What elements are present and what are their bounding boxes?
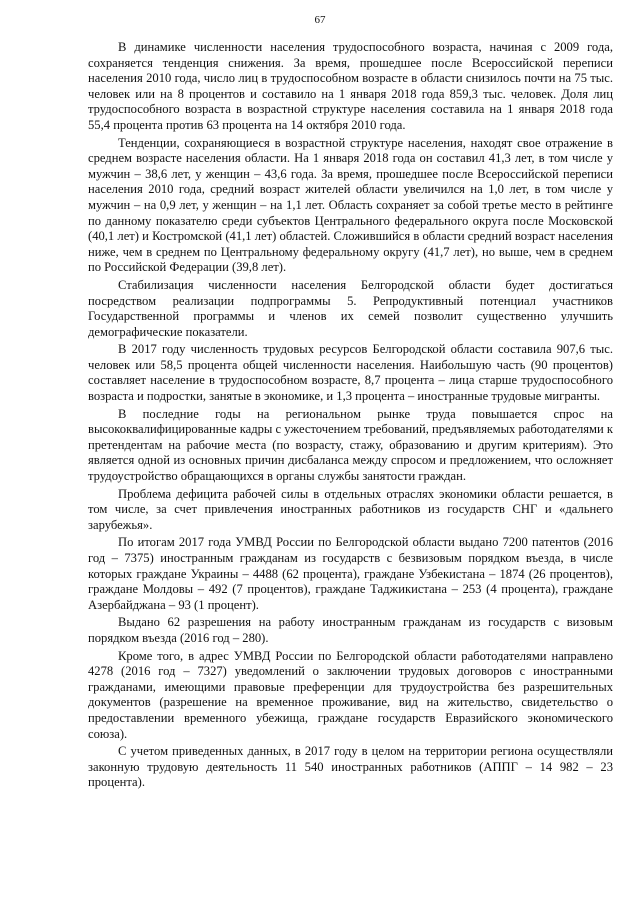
paragraph-working-age-dynamics: В динамике численности населения трудоспособного возраста, начиная с 2009 года, сохраняется тенденция снижения. За время, прошедшее после Всероссийской переписи населения 2010 года, число лиц в трудоспособном возрасте в области снизилось почти на 75 тыс. человек или на 8 процентов и составило на 1 января 2018 года 859,3 тыс. человек. Доля лиц трудоспособного возраста в возрастной структуре населения составила на 1 января 2018 года 55,4 процента против 63 процента на 14 октября 2010 года. bbox=[88, 40, 613, 132]
paragraph-employment-notifications: Кроме того, в адрес УМВД России по Белгородской области работодателями направлено 4278 (2016 год – 7327) уведомлений о заключении трудовых договоров с иностранными гражданами, имеющими правовые преференции для трудоустройства без разрешительных документов (разрешение на временное проживание, вид на жительство, свидетельство о предоставлении временного убежища, граждане государств Евразийского экономического союза). bbox=[88, 648, 613, 741]
paragraph-population-stabilization: Стабилизация численности населения Белгородской области будет достигаться посредством реализации подпрограммы 5. Репродуктивный потенциал участников Государственной программы и членов их семей позволит существенно улучшить демографические показатели. bbox=[88, 277, 613, 339]
paragraph-labor-shortage: Проблема дефицита рабочей силы в отдельных отраслях экономики области решается, в том числе, за счет привлечения иностранных работников из государств СНГ и «дальнего зарубежья». bbox=[88, 486, 613, 532]
page-number: 67 bbox=[314, 14, 326, 26]
document-body bbox=[88, 40, 613, 793]
paragraph-labor-market-demand: В последние годы на региональном рынке труда повышается спрос на высококвалифицированные кадры с ужесточением требований, предъявляемых работодателями к претендентам на рабочие места (по возрасту, стажу, образованию и другим критериям). Это является одной из основных причин дисбаланса между спросом и предложением, что осложняет трудоустройство обращающихся в органы службы занятости граждан. bbox=[88, 406, 614, 484]
paragraph-patents-issued: По итогам 2017 года УМВД России по Белгородской области выдано 7200 патентов (2016 год – 7375) иностранным гражданам из государств с безвизовым порядком въезда, в числе которых граждане Украины – 4488 (62 процента), граждане Узбекистана – 1874 (26 процентов), граждане Молдовы – 492 (7 процентов), граждане Таджикистана – 253 (4 процента), граждане Азербайджана – 93 (1 процент). bbox=[88, 535, 613, 612]
paragraph-labor-resources: В 2017 году численность трудовых ресурсов Белгородской области составила 907,6 тыс. человек или 58,5 процента общей численности населения. Наибольшую часть (90 процентов) составляет население в трудоспособном возрасте, 8,7 процента – лица старше трудоспособного возраста и подростки, занятые в экономике, и 1,3 процента – иностранные трудовые мигранты. bbox=[88, 342, 613, 404]
paragraph-average-age: Тенденции, сохраняющиеся в возрастной структуре населения, находят свое отражение в среднем возрасте населения области. На 1 января 2018 года он составил 41,3 лет, в том числе у мужчин – 38,6 лет, у женщин – 43,6 года. За время, прошедшее после Всероссийской переписи населения 2010 года, средний возраст жителей области увеличился на 1,0 лет, в том числе у мужчин – на 0,9 лет, у женщин – на 1,1 лет. Область сохраняет за собой третье место в рейтинге по данному показателю среди субъектов Центрального федерального округа после Московской (40,1 лет) и Костромской (41,1 лет) областей. Сложившийся в области средний возраст населения ниже, чем в среднем по Центральному федеральному округу (41,7 лет), но выше, чем в среднем по Российской Федерации (39,8 лет). bbox=[88, 135, 613, 275]
paragraph-foreign-workers-total: С учетом приведенных данных, в 2017 году в целом на территории региона осуществляли законную трудовую деятельность 11 540 иностранных работников (АППГ – 14 982 – 23 процента). bbox=[88, 744, 613, 790]
paragraph-work-permits: Выдано 62 разрешения на работу иностранным гражданам из государств с визовым порядком въезда (2016 год – 280). bbox=[88, 615, 613, 645]
